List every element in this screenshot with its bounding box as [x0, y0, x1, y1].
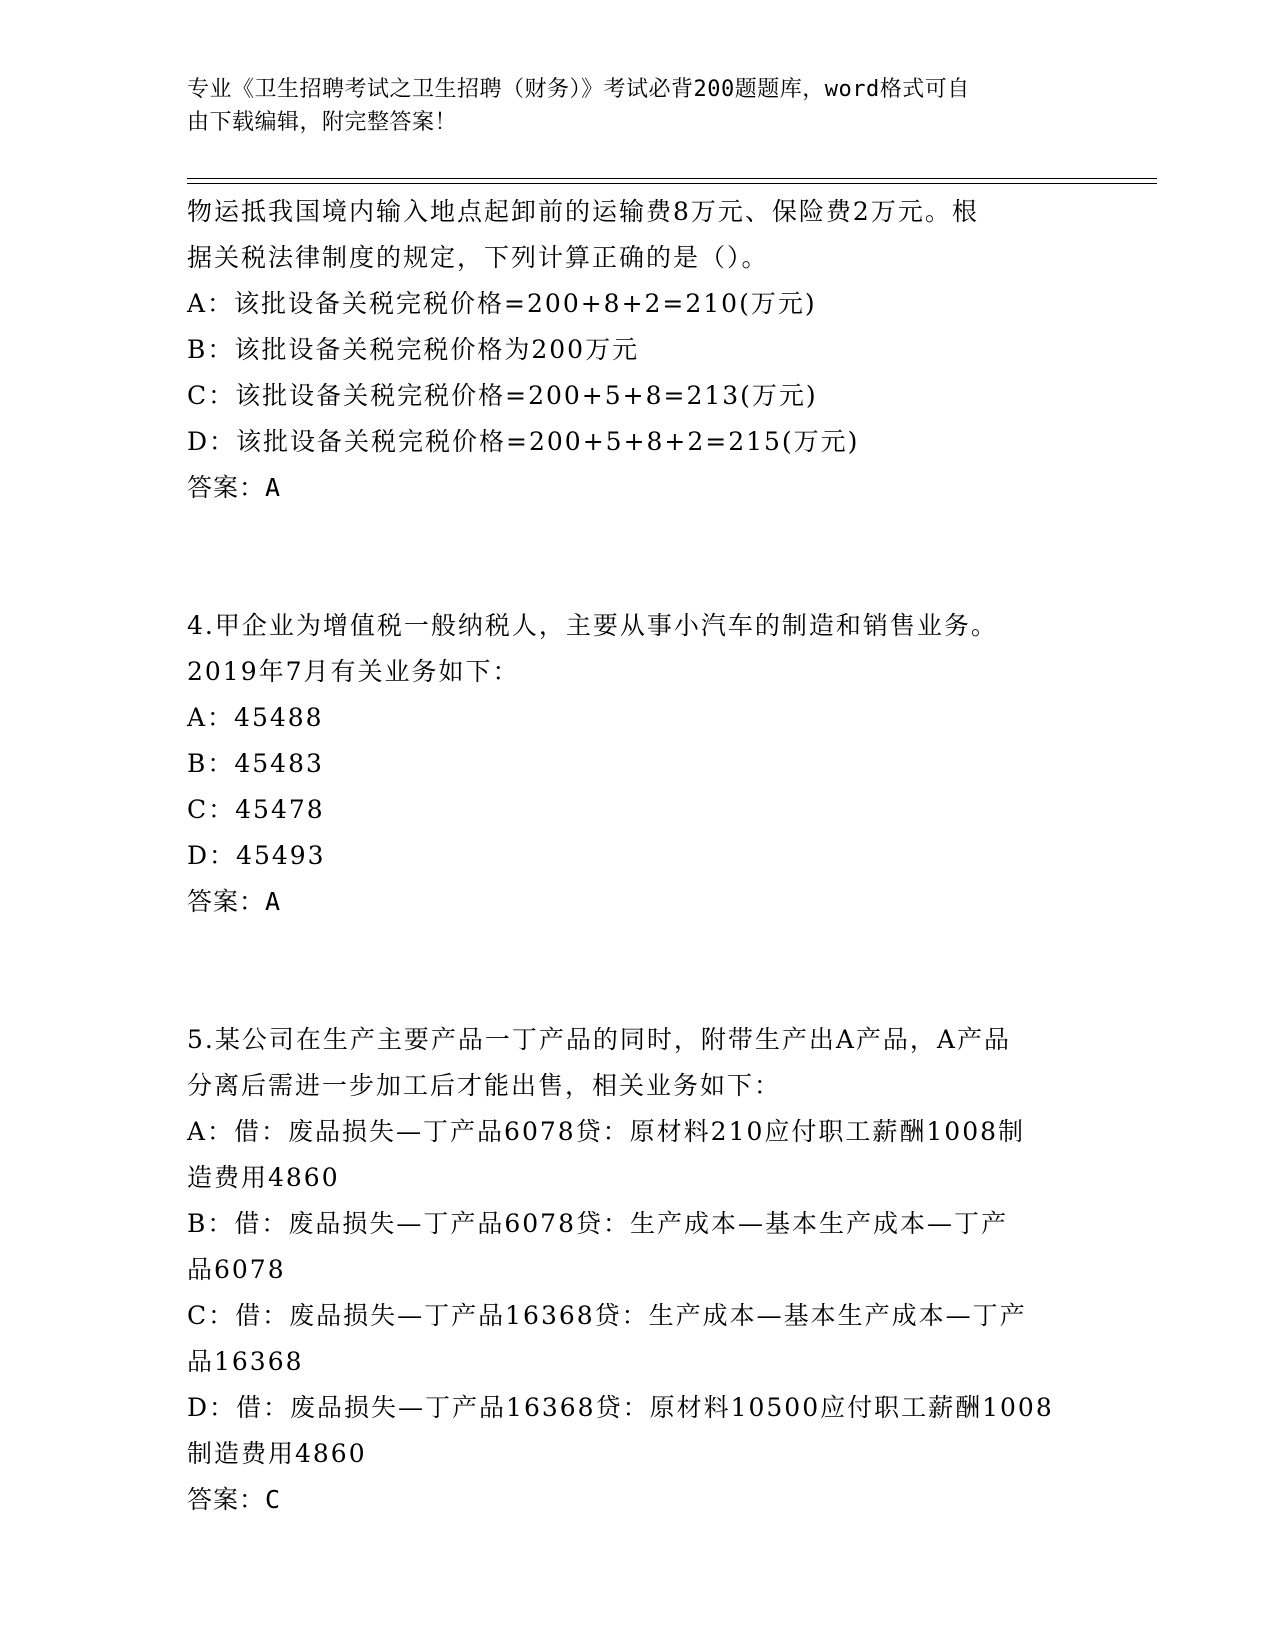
answer-line [187, 1477, 1087, 1523]
option-b: B：借：废品损失—丁产品6078贷：生产成本—基本生产成本—丁产 [187, 1209, 1008, 1238]
option-c: C：45478 [187, 795, 325, 824]
header-divider-top [187, 178, 1157, 179]
option-b: B：45483 [187, 749, 324, 778]
option-a: A：借：废品损失—丁产品6078贷：原材料210应付职工薪酬1008制 [187, 1117, 1026, 1146]
option-d: D：借：废品损失—丁产品16368贷：原材料10500应付职工薪酬1008 [187, 1393, 1054, 1422]
question-stem-line: 2019年7月有关业务如下： [187, 657, 520, 686]
answer-label: 答案： [187, 1485, 266, 1514]
question-stem-line: 分离后需进一步加工后才能出售，相关业务如下： [187, 1071, 782, 1100]
option-d-continued: 制造费用4860 [187, 1439, 367, 1468]
option-c-continued: 品16368 [187, 1347, 304, 1376]
option-d: D：该批设备关税完税价格=200+5+8+2=215(万元) [187, 427, 860, 456]
answer-line [187, 465, 1087, 511]
option-c: C：该批设备关税完税价格=200+5+8=213(万元) [187, 381, 818, 410]
question-content [187, 189, 1087, 1523]
answer-line [187, 879, 1087, 925]
question-3 [187, 189, 1087, 511]
answer-value: C [265, 1485, 282, 1514]
document-header [187, 73, 1087, 139]
question-stem-line: 4.甲企业为增值税一般纳税人，主要从事小汽车的制造和销售业务。 [187, 611, 998, 640]
option-b-continued: 品6078 [187, 1255, 286, 1284]
option-a: A：45488 [187, 703, 324, 732]
question-stem-line: 物运抵我国境内输入地点起卸前的运输费8万元、保险费2万元。根 [187, 197, 979, 226]
question-stem-line: 据关税法律制度的规定，下列计算正确的是（）。 [187, 243, 769, 272]
answer-label: 答案： [187, 473, 266, 502]
option-a: A：该批设备关税完税价格=200+8+2=210(万元) [187, 289, 817, 318]
option-b: B：该批设备关税完税价格为200万元 [187, 335, 640, 364]
answer-value: A [265, 473, 282, 502]
option-a-continued: 造费用4860 [187, 1163, 340, 1192]
question-stem-line: 5.某公司在生产主要产品一丁产品的同时，附带生产出A产品，A产品 [187, 1025, 1011, 1054]
question-4 [187, 603, 1087, 925]
question-spacer [187, 511, 1087, 603]
question-spacer [187, 925, 1087, 1017]
header-line-2: 由下载编辑，附完整答案！ [187, 110, 458, 135]
header-divider-bottom [187, 183, 1157, 184]
answer-label: 答案： [187, 887, 266, 916]
header-line-1: 专业《卫生招聘考试之卫生招聘（财务）》考试必背200题题库，word格式可自 [187, 77, 970, 102]
option-d: D：45493 [187, 841, 326, 870]
option-c: C：借：废品损失—丁产品16368贷：生产成本—基本生产成本—丁产 [187, 1301, 1027, 1330]
question-5 [187, 1017, 1087, 1523]
answer-value: A [265, 887, 282, 916]
